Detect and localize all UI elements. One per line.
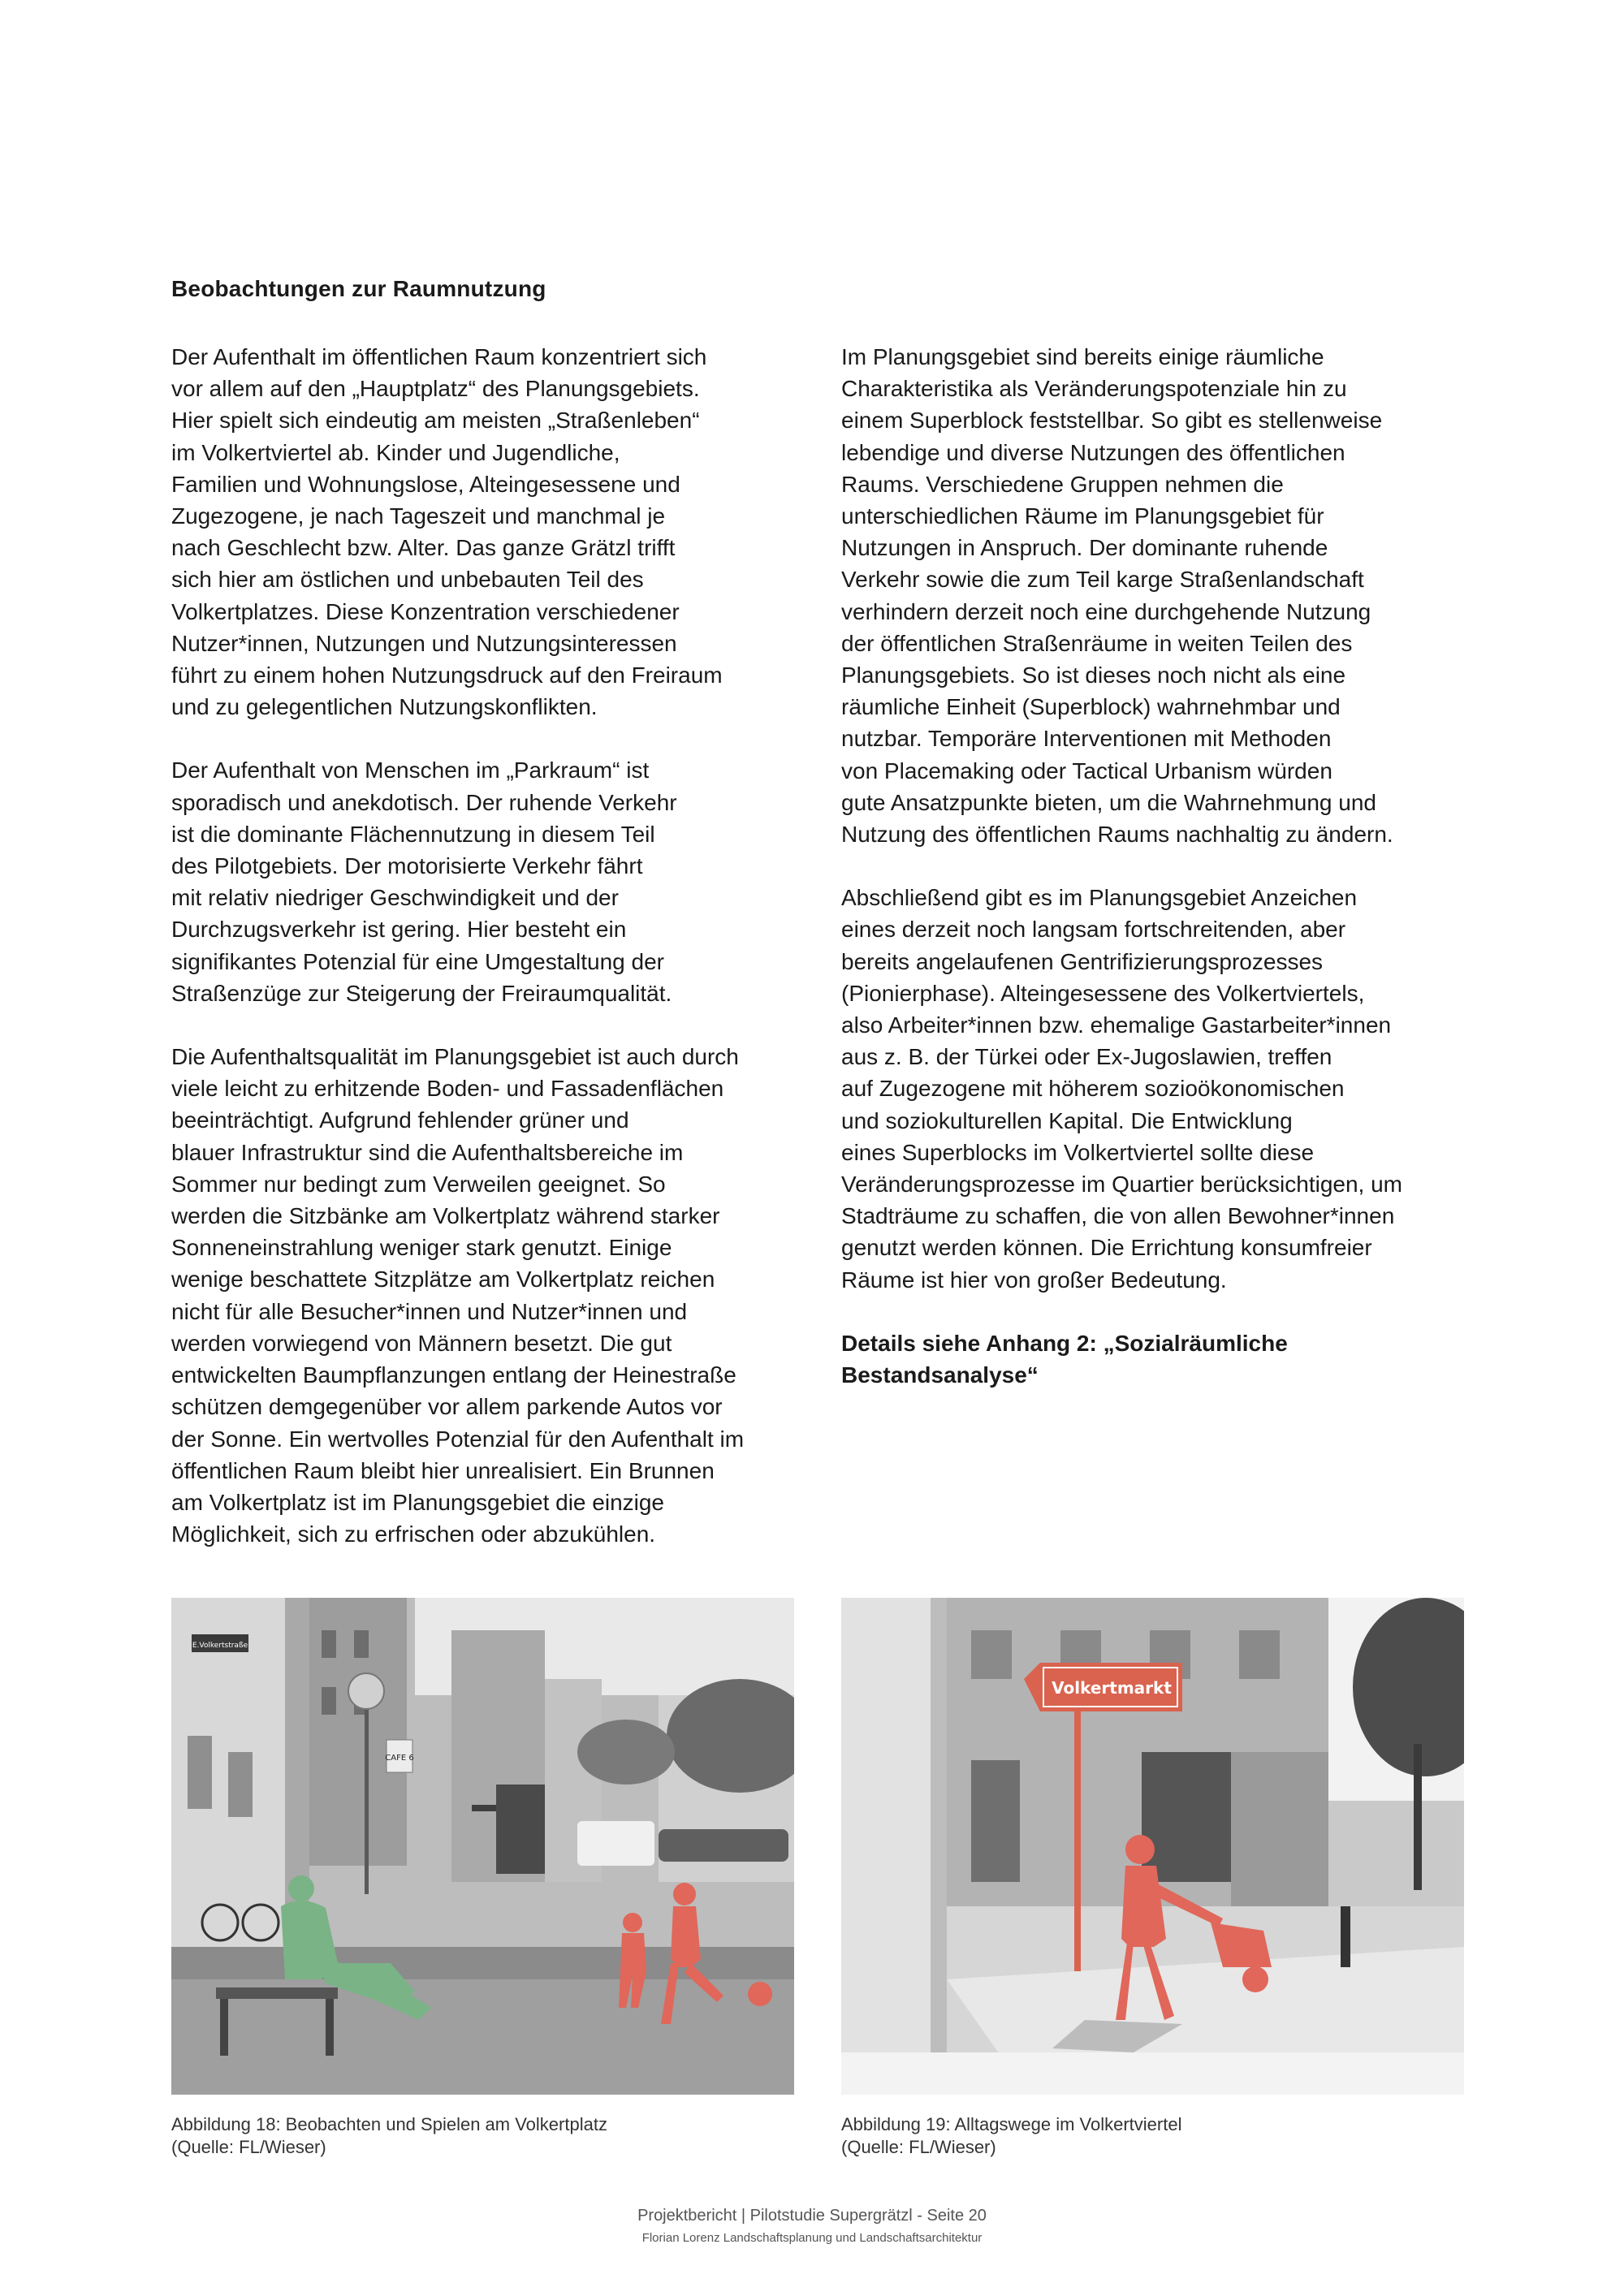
text-line: lebendige und diverse Nutzungen des öffentlichen (841, 439, 1345, 465)
text-line: Nutzer*innen, Nutzungen und Nutzungsinteressen (171, 630, 677, 656)
text-line: also Arbeiter*innen bzw. ehemalige Gastarbeiter*innen (841, 1012, 1392, 1038)
text-line: Sonneneinstrahlung weniger stark genutzt. Einige (171, 1235, 672, 1261)
ball-highlight (748, 1982, 772, 2006)
text-line: werden die Sitzbänke am Volkertplatz während starker (171, 1203, 720, 1229)
text-line: signifikantes Potenzial für eine Umgestaltung der (171, 948, 665, 974)
text-line: (Pionierphase). Alteingesessene des Volkertviertels, (841, 980, 1365, 1006)
text-line: Hier spielt sich eindeutig am meisten „Straßenleben“ (171, 408, 700, 434)
text-line: schützen demgegenüber vor allem parkende Autos vor (171, 1394, 723, 1420)
text-line: Raums. Verschiedene Gruppen nehmen die (841, 471, 1284, 497)
text-line: nach Geschlecht bzw. Alter. Das ganze Grätzl trifft (171, 535, 676, 561)
sign-text: Volkertmarkt (1052, 1678, 1172, 1698)
text-line: Räume ist hier von großer Bedeutung. (841, 1267, 1227, 1293)
text-line: Der Aufenthalt im öffentlichen Raum konzentriert sich (171, 344, 707, 369)
text-line: Der Aufenthalt von Menschen im „Parkraum“ ist (171, 757, 650, 783)
text-line: einem Superblock feststellbar. So gibt es stellenweise (841, 408, 1383, 434)
right-column-paragraph (841, 1327, 1475, 1391)
text-line: der Sonne. Ein wertvolles Potenzial für den Aufenthalt im (171, 1426, 745, 1452)
text-line: genutzt werden können. Die Errichtung konsumfreier (841, 1235, 1372, 1261)
text-line: führt zu einem hohen Nutzungsdruck auf den Freiraum (171, 662, 723, 688)
text-line: und soziokulturellen Kapital. Die Entwicklung (841, 1107, 1293, 1133)
text-line: unterschiedlichen Räume im Planungsgebiet für (841, 503, 1324, 529)
right-text-column (841, 341, 1475, 1422)
photo-volkertplatz-scene (171, 1598, 794, 2095)
text-line: ist die dominante Flächennutzung in diesem Teil (171, 821, 655, 847)
footer-author: Florian Lorenz Landschaftsplanung und Landschaftsarchitektur (641, 2231, 983, 2245)
cafe-sign-text: CAFE 6 (385, 1754, 414, 1763)
text-line: sporadisch und anekdotisch. Der ruhende Verkehr (171, 789, 677, 815)
right-column-paragraph (841, 341, 1475, 850)
text-line: nutzbar. Temporäre Interventionen mit Methoden (841, 726, 1332, 752)
text-line: Details siehe Anhang 2: „Sozialräumliche (841, 1330, 1288, 1356)
street-sign-text: E.Volkertstraße (192, 1642, 248, 1650)
text-line: bereits angelaufenen Gentrifizierungsprozesses (841, 948, 1324, 974)
caption-figure-19-source: (Quelle: FL/Wieser) (841, 2137, 996, 2157)
text-line: von Placemaking oder Tactical Urbanism würden (841, 757, 1332, 783)
text-line: Planungsgebiets. So ist dieses noch nicht als eine (841, 662, 1346, 688)
text-line: eines derzeit noch langsam fortschreitenden, aber (841, 917, 1346, 943)
text-line: Im Planungsgebiet sind bereits einige räumliche (841, 344, 1324, 369)
text-line: Möglichkeit, sich zu erfrischen oder abzukühlen. (171, 1521, 656, 1547)
left-text-column (171, 341, 805, 1582)
text-line: werden vorwiegend von Männern besetzt. Die gut (171, 1330, 672, 1356)
photo-volkertplatz (171, 1598, 794, 2095)
section-heading: Beobachtungen zur Raumnutzung (171, 276, 546, 301)
text-line: aus z. B. der Türkei oder Ex-Jugoslawien, treffen (841, 1044, 1332, 1070)
text-line: und zu gelegentlichen Nutzungskonflikten. (171, 694, 598, 720)
text-line: beeinträchtigt. Aufgrund fehlender grüner und (171, 1107, 629, 1133)
text-line: Stadträume zu schaffen, die von allen Bewohner*innen (841, 1203, 1395, 1229)
text-line: Verkehr sowie die zum Teil karge Straßenlandschaft (841, 567, 1364, 593)
caption-figure-19-title: Abbildung 19: Alltagswege im Volkertviertel (841, 2114, 1182, 2134)
right-column-paragraph (841, 882, 1475, 1296)
text-line: viele leicht zu erhitzende Boden- und Fassadenflächen (171, 1076, 724, 1102)
text-line: entwickelten Baumpflanzungen entlang der Heinestraße (171, 1362, 736, 1388)
left-column-paragraph (171, 754, 805, 1009)
text-line: Sommer nur bedingt zum Verweilen geeignet. So (171, 1171, 666, 1197)
text-line: auf Zugezogene mit höherem sozioökonomischen (841, 1076, 1345, 1102)
text-line: Nutzung des öffentlichen Raums nachhaltig zu ändern. (841, 822, 1393, 848)
left-column-paragraph (171, 1041, 805, 1550)
text-line: verhindern derzeit noch eine durchgehende Nutzung (841, 598, 1371, 624)
text-line: Familien und Wohnungslose, Alteingesessene und (171, 471, 680, 497)
text-line: öffentlichen Raum bleibt hier unrealisiert. Ein Brunnen (171, 1457, 715, 1483)
text-line: eines Superblocks im Volkertviertel sollte diese (841, 1139, 1315, 1165)
caption-figure-18-source: (Quelle: FL/Wieser) (171, 2137, 326, 2157)
text-line: am Volkertplatz ist im Planungsgebiet die einzige (171, 1489, 665, 1515)
caption-figure-18 (171, 2113, 794, 2159)
text-line: Veränderungsprozesse im Quartier berücksichtigen, um (841, 1172, 1403, 1198)
text-line: Straßenzüge zur Steigerung der Freiraumqualität. (171, 980, 672, 1006)
text-line: mit relativ niedriger Geschwindigkeit und der (171, 885, 619, 911)
text-line: Abschließend gibt es im Planungsgebiet Anzeichen (841, 885, 1358, 911)
text-line: Durchzugsverkehr ist gering. Hier besteht ein (171, 917, 627, 943)
text-line: des Pilotgebiets. Der motorisierte Verkehr fährt (171, 853, 643, 879)
text-line: vor allem auf den „Hauptplatz“ des Planungsgebiets. (171, 376, 700, 402)
text-line: im Volkertviertel ab. Kinder und Jugendliche, (171, 439, 620, 465)
text-line: Bestandsanalyse“ (841, 1362, 1039, 1388)
text-line: gute Ansatzpunkte bieten, um die Wahrnehmung und (841, 789, 1376, 815)
text-line: sich hier am östlichen und unbebauten Teil des (171, 567, 644, 593)
caption-figure-18-title: Abbildung 18: Beobachten und Spielen am Volkertplatz (171, 2114, 607, 2134)
photo-volkertviertel-scene (841, 1598, 1464, 2095)
text-line: räumliche Einheit (Superblock) wahrnehmbar und (841, 694, 1341, 720)
text-line: nicht für alle Besucher*innen und Nutzer*innen und (171, 1298, 688, 1324)
left-column-paragraph (171, 341, 805, 723)
footer-title: Projektbericht | Pilotstudie Supergrätzl - Seite 20 (637, 2207, 987, 2225)
text-line: Zugezogene, je nach Tageszeit und manchmal je (171, 503, 666, 529)
text-line: Charakteristika als Veränderungspotenziale hin zu (841, 376, 1347, 402)
text-line: Volkertplatzes. Diese Konzentration verschiedener (171, 598, 680, 624)
text-line: Nutzungen in Anspruch. Der dominante ruhende (841, 535, 1328, 561)
text-line: Die Aufenthaltsqualität im Planungsgebiet ist auch durch (171, 1044, 739, 1070)
text-line: der öffentlichen Straßenräume in weiten Teilen des (841, 630, 1353, 656)
caption-figure-19 (841, 2113, 1464, 2159)
text-line: blauer Infrastruktur sind die Aufenthaltsbereiche im (171, 1139, 684, 1165)
text-line: wenige beschattete Sitzplätze am Volkertplatz reichen (171, 1267, 715, 1293)
photo-volkertviertel (841, 1598, 1464, 2095)
